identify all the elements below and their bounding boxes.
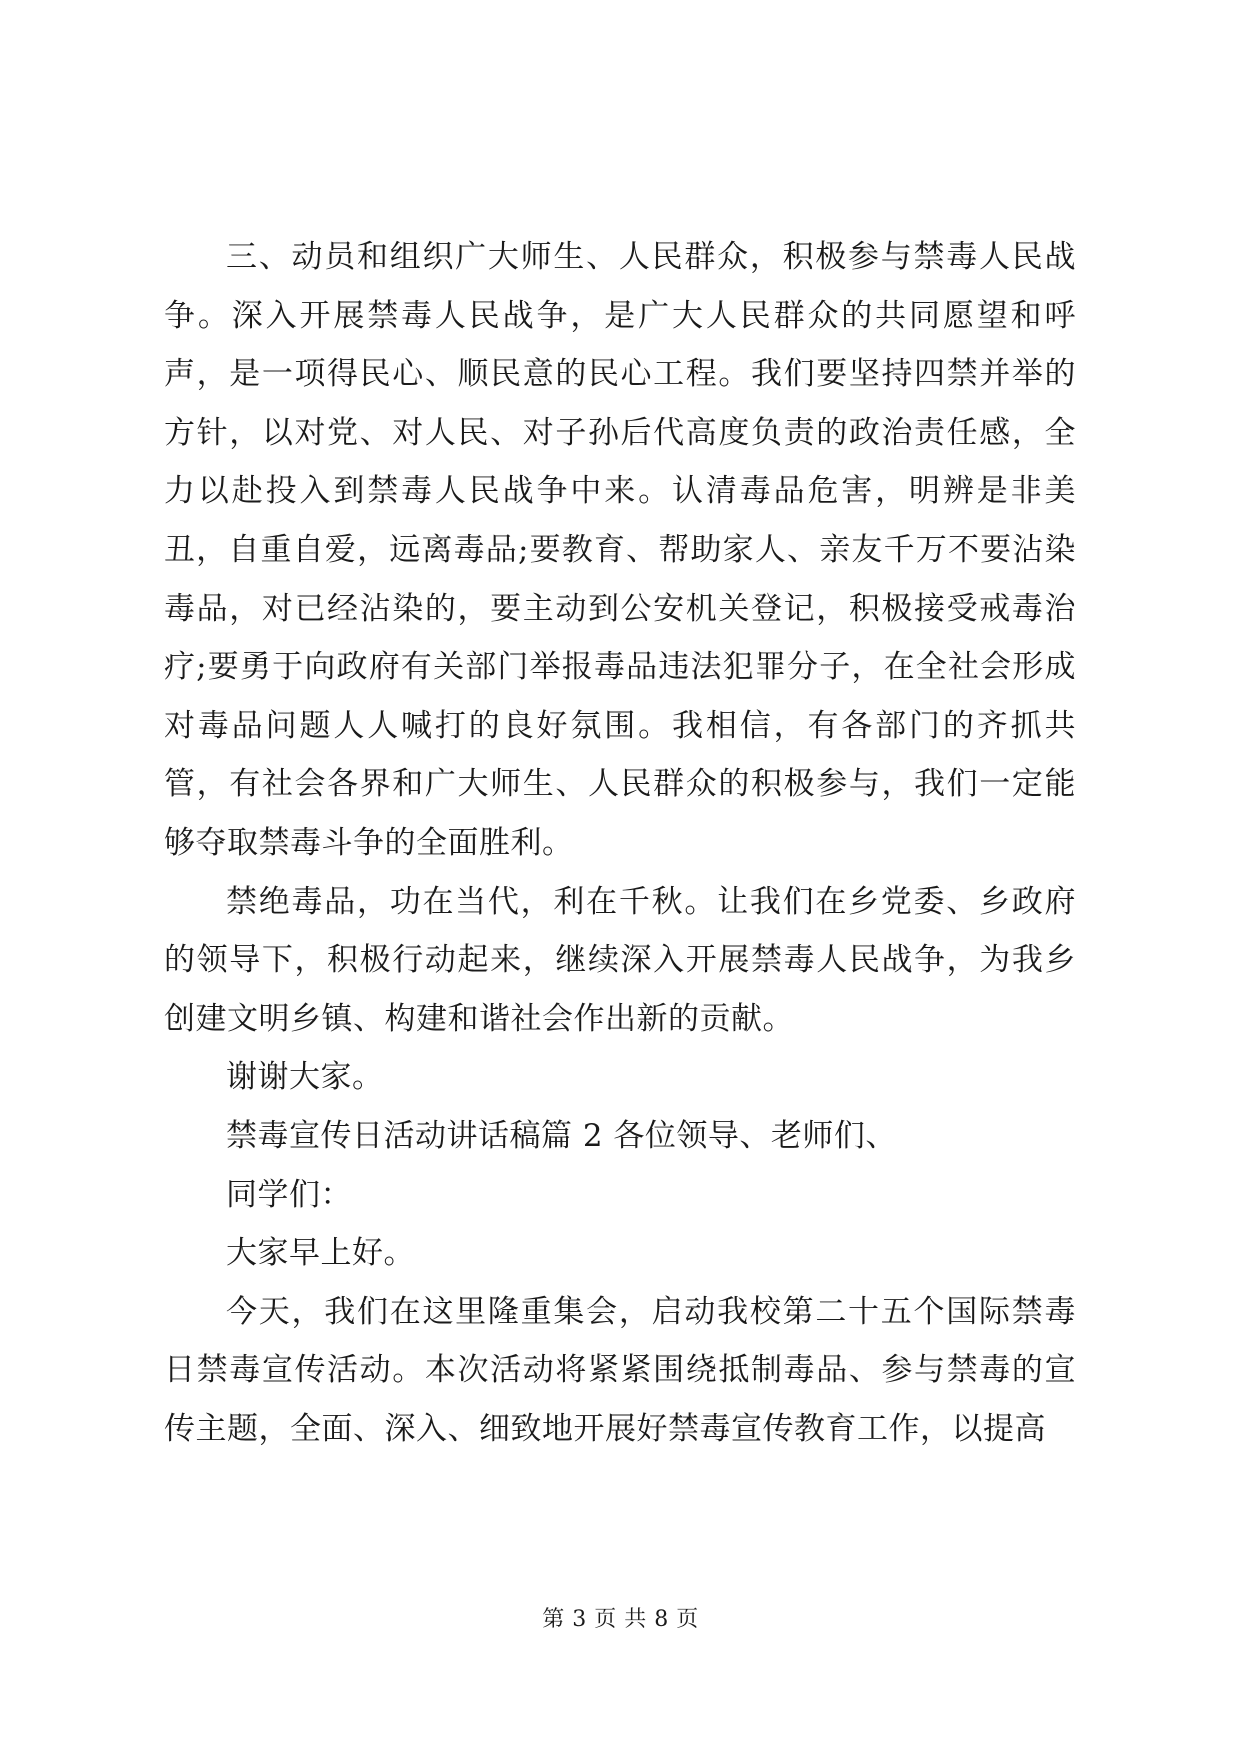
document-body [164, 228, 1076, 1458]
paragraph: 今天，我们在这里隆重集会，启动我校第二十五个国际禁毒日禁毒宣传活动。本次活动将紧紧围绕抵制毒品、参与禁毒的宣传主题，全面、深入、细致地开展好禁毒宣传教育工作，以提高 [164, 1293, 1076, 1447]
paragraph: 同学们： [226, 1176, 352, 1213]
paragraph: 三、动员和组织广大师生、人民群众，积极参与禁毒人民战争。深入开展禁毒人民战争，是广大人民群众的共同愿望和呼声，是一项得民心、顺民意的民心工程。我们要坚持四禁并举的方针，以对党、对人民、对子孙后代高度负责的政治责任感，全力以赴投入到禁毒人民战争中来。认清毒品危害，明辨是非美丑，自重自爱，远离毒品;要教育、帮助家人、亲友千万不要沾染毒品，对已经沾染的，要主动到公安机关登记，积极接受戒毒治疗;要勇于向政府有关部门举报毒品违法犯罪分子，在全社会形成对毒品问题人人喊打的良好氛围。我相信，有各部门的齐抓共管，有社会各界和广大师生、人民群众的积极参与，我们一定能够夺取禁毒斗争的全面胜利。 [164, 239, 1076, 861]
paragraph: 大家早上好。 [226, 1235, 415, 1272]
paragraph: 禁绝毒品，功在当代，利在千秋。让我们在乡党委、乡政府的领导下，积极行动起来，继续深入开展禁毒人民战争，为我乡创建文明乡镇、构建和谐社会作出新的贡献。 [164, 883, 1076, 1037]
paragraph: 谢谢大家。 [226, 1059, 384, 1096]
page-number-footer: 第 3 页 共 8 页 [542, 1607, 699, 1632]
paragraph: 禁毒宣传日活动讲话稿篇 2 各位领导、老师们、 [226, 1117, 897, 1154]
